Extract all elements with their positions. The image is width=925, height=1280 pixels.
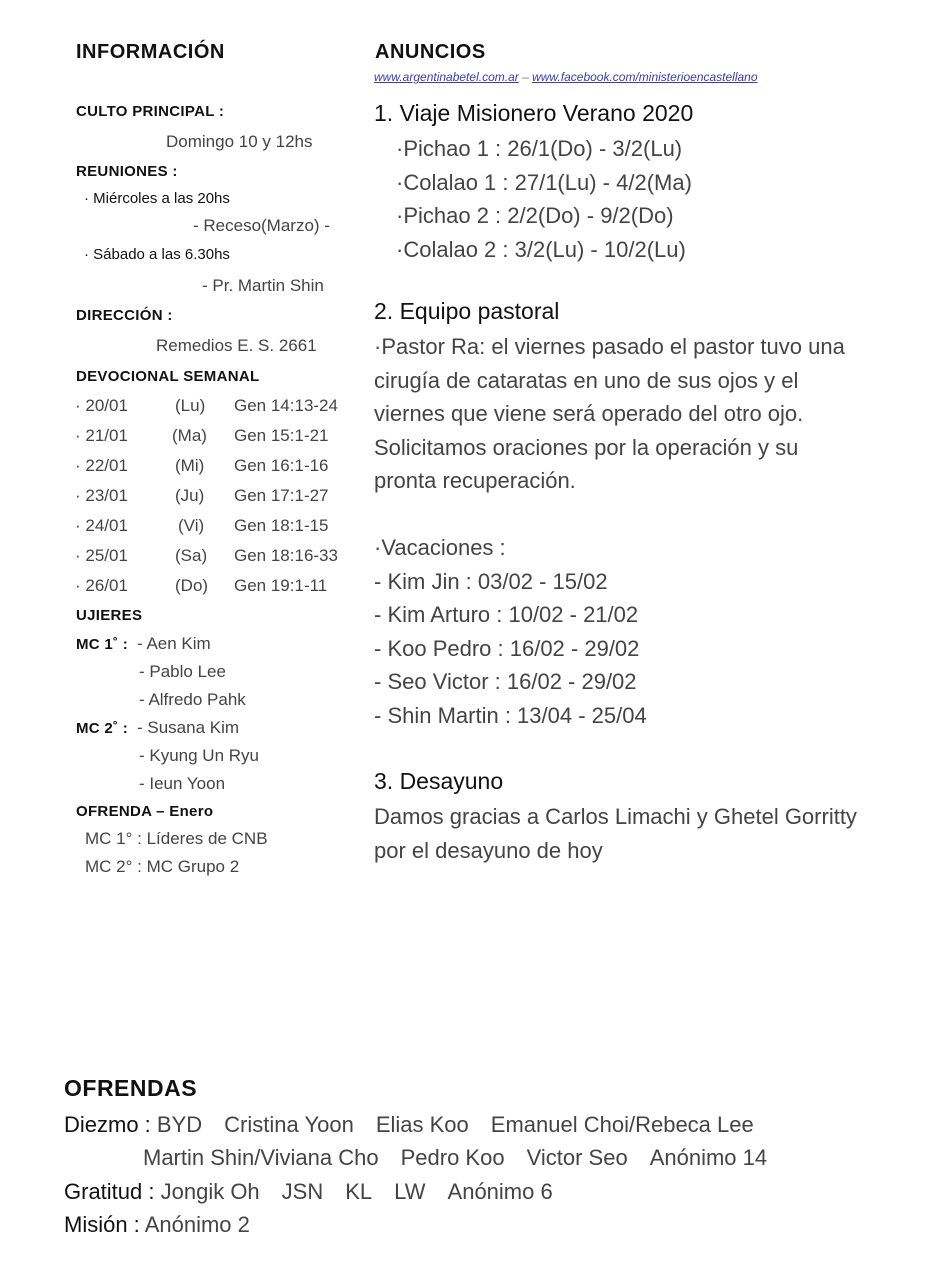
ujieres-label: UJIERES xyxy=(76,607,143,624)
devocional-ref: Gen 16:1-16 xyxy=(234,456,329,475)
mision-name: Anónimo 2 xyxy=(144,1212,250,1237)
website-links xyxy=(374,70,758,84)
reuniones-label: REUNIONES : xyxy=(76,163,178,180)
equipo-line: pronta recuperación. xyxy=(374,468,576,493)
devocional-date: · 23/01 xyxy=(75,486,128,505)
diezmo-name: Pedro Koo xyxy=(400,1145,505,1170)
diezmo-label: Diezmo : xyxy=(64,1112,151,1137)
desayuno-text xyxy=(374,800,857,867)
devocional-day: (Do) xyxy=(175,576,209,595)
devocional-ref: Gen 19:1-11 xyxy=(234,576,328,595)
mision-label: Misión : xyxy=(64,1212,140,1237)
equipo-line: ·Pastor Ra: el viernes pasado el pastor tuvo una xyxy=(374,334,845,359)
devocional-day: (Vi) xyxy=(178,516,205,535)
gratitud-name: KL xyxy=(345,1179,373,1204)
vacaciones-label: ·Vacaciones : xyxy=(374,535,506,560)
info-heading: INFORMACIÓN xyxy=(76,41,225,63)
equipo-text xyxy=(374,330,845,498)
devocional-date: · 26/01 xyxy=(75,576,128,595)
ofrenda-label: OFRENDA – Enero xyxy=(76,803,214,820)
devocional-day: (Lu) xyxy=(175,396,206,415)
ujieres-mc1-label: MC 1˚ : xyxy=(76,636,129,653)
gratitud-name: LW xyxy=(394,1179,426,1204)
vacaciones-item: - Seo Victor : 16/02 - 29/02 xyxy=(374,669,637,694)
facebook-link[interactable]: www.facebook.com/ministerioencastellano xyxy=(532,70,758,84)
reunion-saturday-note: - Pr. Martin Shin xyxy=(202,276,324,295)
gratitud-name: Jongik Oh xyxy=(160,1179,260,1204)
ofrenda-mc2: MC 2° : MC Grupo 2 xyxy=(85,857,240,876)
devocional-date: · 20/01 xyxy=(75,396,128,415)
devocional-ref: Gen 18:16-33 xyxy=(234,546,338,565)
diezmo-name: Elias Koo xyxy=(375,1112,469,1137)
culto-value: Domingo 10 y 12hs xyxy=(166,132,313,151)
viaje-item: ·Colalao 2 : 3/2(Lu) - 10/2(Lu) xyxy=(396,236,686,262)
devocional-ref: Gen 18:1-15 xyxy=(234,516,329,535)
gratitud-name: Anónimo 6 xyxy=(447,1179,553,1204)
reunion-wednesday-note: - Receso(Marzo) - xyxy=(193,216,330,235)
diezmo-name: Anónimo 14 xyxy=(649,1145,768,1170)
section-title-equipo: 2. Equipo pastoral xyxy=(374,298,560,324)
diezmo-name: Martin Shin/Viviana Cho xyxy=(143,1145,379,1170)
diezmo-line xyxy=(64,1112,754,1138)
website-link[interactable]: www.argentinabetel.com.ar xyxy=(374,70,519,84)
devocional-day: (Ju) xyxy=(175,486,205,505)
desayuno-line: Damos gracias a Carlos Limachi y Ghetel Gorritty xyxy=(374,804,857,829)
ujier-name: - Pablo Lee xyxy=(139,662,226,681)
desayuno-line: por el desayuno de hoy xyxy=(374,837,603,863)
devocional-ref: Gen 17:1-27 xyxy=(234,486,329,505)
viaje-item: ·Pichao 1 : 26/1(Do) - 3/2(Lu) xyxy=(396,136,683,161)
viaje-list xyxy=(396,132,692,266)
section-title-viaje: 1. Viaje Misionero Verano 2020 xyxy=(374,100,694,126)
ujier-name: - Susana Kim xyxy=(137,718,240,737)
gratitud-line xyxy=(64,1179,553,1205)
vacaciones-item: - Koo Pedro : 16/02 - 29/02 xyxy=(374,635,640,661)
vacaciones-item: - Shin Martin : 13/04 - 25/04 xyxy=(374,702,647,728)
anuncios-heading: ANUNCIOS xyxy=(375,41,486,63)
vacaciones-item: - Kim Jin : 03/02 - 15/02 xyxy=(374,568,608,594)
devocional-ref: Gen 15:1-21 xyxy=(234,426,329,445)
gratitud-label: Gratitud : xyxy=(64,1179,155,1204)
diezmo-name: Victor Seo xyxy=(526,1145,628,1170)
ujier-name: - Kyung Un Ryu xyxy=(139,746,259,765)
vacaciones-item: - Kim Arturo : 10/02 - 21/02 xyxy=(374,602,639,627)
devocional-date: · 22/01 xyxy=(75,456,128,475)
devocional-day: (Ma) xyxy=(172,426,207,445)
gratitud-name: JSN xyxy=(281,1179,324,1204)
devocional-date: · 21/01 xyxy=(75,426,128,445)
devocional-ref: Gen 14:13-24 xyxy=(234,396,338,415)
direccion-value: Remedios E. S. 2661 xyxy=(156,336,317,355)
culto-label: CULTO PRINCIPAL : xyxy=(76,103,225,120)
devocional-date: · 24/01 xyxy=(75,516,128,535)
equipo-line: Solicitamos oraciones por la operación y su xyxy=(374,434,799,460)
equipo-line: cirugía de cataratas en uno de sus ojos y el xyxy=(374,367,799,393)
mision-line xyxy=(64,1212,250,1238)
diezmo-name: Emanuel Choi/Rebeca Lee xyxy=(490,1112,754,1137)
vacaciones-block xyxy=(374,531,647,732)
diezmo-name: Cristina Yoon xyxy=(224,1112,354,1137)
ofrenda-mc1: MC 1° : Líderes de CNB xyxy=(85,829,268,848)
equipo-line: viernes que viene será operado del otro ojo. xyxy=(374,401,804,426)
devocional-label: DEVOCIONAL SEMANAL xyxy=(76,368,260,385)
ujier-name: - Aen Kim xyxy=(137,634,211,653)
diezmo-name: BYD xyxy=(156,1112,203,1137)
ujier-name: - Ieun Yoon xyxy=(139,774,226,793)
viaje-item: ·Colalao 1 : 27/1(Lu) - 4/2(Ma) xyxy=(396,169,692,195)
link-separator: – xyxy=(518,70,533,84)
devocional-day: (Mi) xyxy=(175,456,205,475)
ofrendas-heading: OFRENDAS xyxy=(64,1075,198,1101)
reunion-saturday: · Sábado a las 6.30hs xyxy=(84,246,230,263)
ujieres-mc2-label: MC 2˚ : xyxy=(76,720,129,737)
devocional-day: (Sa) xyxy=(175,546,208,565)
direccion-label: DIRECCIÓN : xyxy=(76,307,173,324)
ujier-name: - Alfredo Pahk xyxy=(139,690,246,709)
devocional-date: · 25/01 xyxy=(75,546,128,565)
section-title-desayuno: 3. Desayuno xyxy=(374,768,504,794)
reunion-wednesday: · Miércoles a las 20hs xyxy=(84,190,230,207)
viaje-item: ·Pichao 2 : 2/2(Do) - 9/2(Do) xyxy=(396,203,674,228)
diezmo-line-2 xyxy=(143,1145,767,1171)
